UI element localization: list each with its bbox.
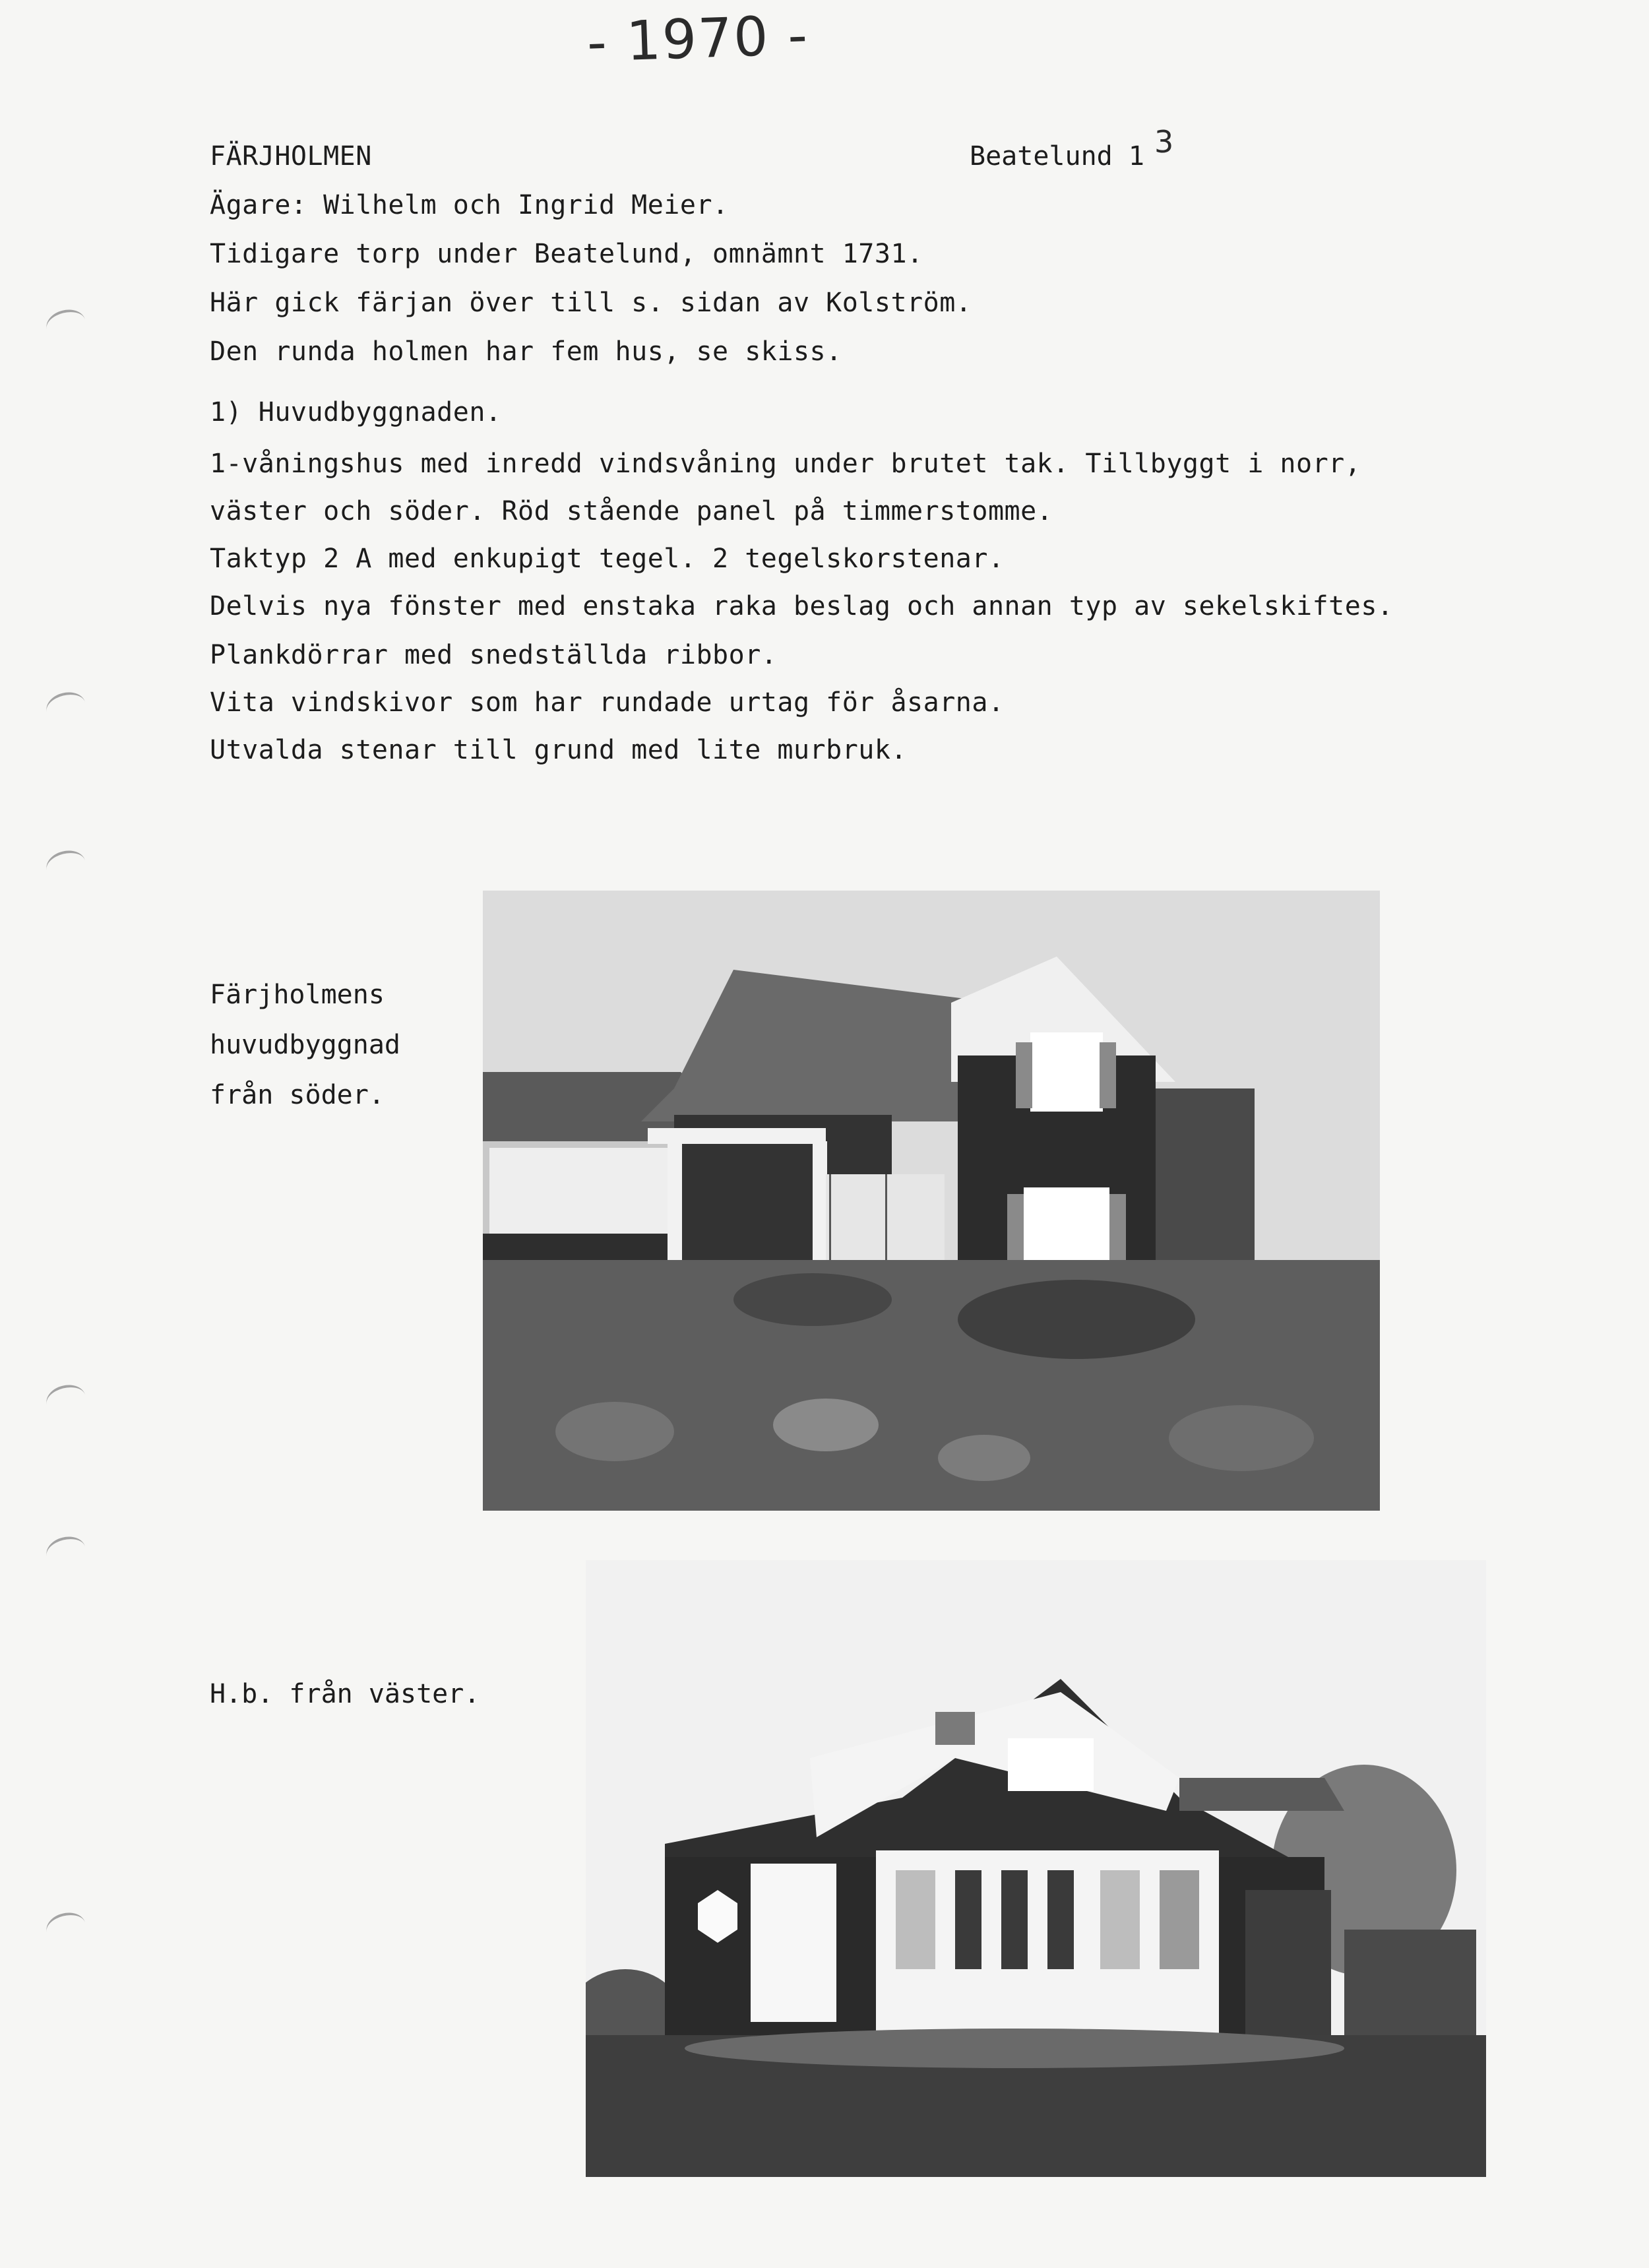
binder-hole-mark [44, 1532, 89, 1570]
handwritten-year: - 1970 - [586, 4, 810, 75]
house-west-image [586, 1560, 1486, 2177]
photo-caption-south [210, 970, 400, 1120]
photo-house-from-south [483, 891, 1380, 1511]
description-line: Utvalda stenar till grund med lite murbruk. [210, 735, 908, 765]
history-line: Tidigare torp under Beatelund, omnämnt 1731. [210, 239, 923, 269]
description-line: väster och söder. Röd stående panel på timmerstomme. [210, 496, 1053, 526]
photo-caption-west [210, 1669, 480, 1719]
section-heading: 1) Huvudbyggnaden. [210, 397, 502, 427]
photo-house-from-west [586, 1560, 1486, 2177]
binder-hole-mark [44, 1908, 89, 1946]
binder-hole-mark [44, 1381, 89, 1418]
binder-hole-mark [44, 846, 89, 884]
houses-line: Den runda holmen har fem hus, se skiss. [210, 336, 842, 367]
caption-line: H.b. från väster. [210, 1679, 480, 1709]
document-title: FÄRJHOLMEN [210, 141, 372, 172]
description-line: 1-våningshus med inredd vindsvåning under brutet tak. Tillbyggt i norr, [210, 449, 1361, 479]
owner-line: Ägare: Wilhelm och Ingrid Meier. [210, 190, 729, 220]
binder-hole-mark [44, 688, 89, 726]
description-line: Delvis nya fönster med enstaka raka beslag och annan typ av sekelskiftes. [210, 591, 1394, 621]
description-line: Taktyp 2 A med enkupigt tegel. 2 tegelskorstenar. [210, 544, 1005, 574]
description-line: Vita vindskivor som har rundade urtag för åsarna. [210, 687, 1005, 718]
caption-line: från söder. [210, 1080, 385, 1110]
house-south-image [483, 891, 1380, 1511]
ferry-line: Här gick färjan över till s. sidan av Kolström. [210, 288, 972, 318]
binder-hole-mark [44, 305, 89, 343]
place-reference: Beatelund 1 [970, 141, 1144, 172]
place-superscript: 3 [1154, 124, 1174, 160]
description-line: Plankdörrar med snedställda ribbor. [210, 640, 778, 670]
caption-line: Färjholmens [210, 980, 385, 1010]
caption-line: huvudbyggnad [210, 1030, 400, 1060]
